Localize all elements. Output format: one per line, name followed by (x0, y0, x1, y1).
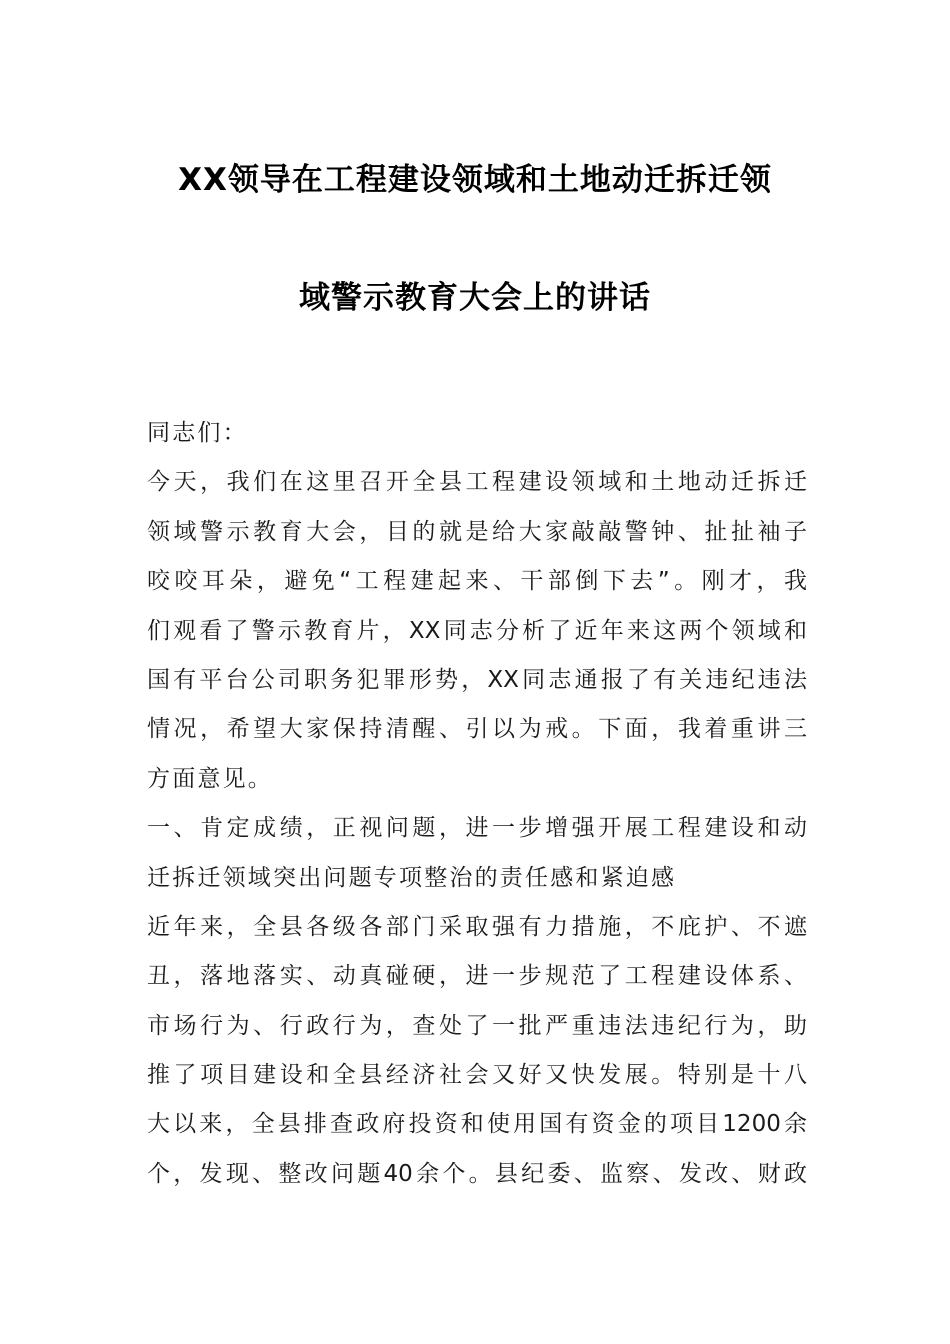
document-title-line-2: 域警示教育大会上的讲话 (299, 280, 651, 316)
body-line: 咬咬耳朵，避免“工程建起来、干部倒下去”。刚才，我 (147, 568, 807, 595)
body-line: 们观看了警示教育片，XX同志分析了近年来这两个领域和 (147, 617, 807, 644)
section-heading-line: 迁拆迁领域突出问题专项整治的责任感和紧迫感 (147, 864, 677, 891)
body-line: 情况，希望大家保持清醒、引以为戒。下面，我着重讲三 (147, 716, 807, 743)
body-line: 近年来，全县各级各部门采取强有力措施，不庇护、不遮 (147, 913, 807, 940)
body-line: 丑，落地落实、动真碰硬，进一步规范了工程建设体系、 (147, 963, 807, 990)
body-line: 领域警示教育大会，目的就是给大家敲敲警钟、扯扯袖子 (147, 518, 807, 545)
body-line: 今天，我们在这里召开全县工程建设领域和土地动迁拆迁 (147, 469, 807, 496)
body-line: 市场行为、行政行为，查处了一批严重违法违纪行为，助 (147, 1012, 807, 1039)
section-heading-line: 一、肯定成绩，正视问题，进一步增强开展工程建设和动 (147, 815, 807, 842)
body-line: 方面意见。 (147, 765, 273, 792)
body-line: 个，发现、整改问题40余个。县纪委、监察、发改、财政 (147, 1160, 807, 1187)
salutation: 同志们： (147, 420, 248, 446)
document-title-line-1: XX领导在工程建设领域和土地动迁拆迁领 (178, 162, 772, 198)
body-line: 大以来，全县排查政府投资和使用国有资金的项目1200余 (147, 1111, 807, 1138)
body-line: 国有平台公司职务犯罪形势，XX同志通报了有关违纪违法 (147, 666, 807, 693)
document-body (147, 409, 807, 1199)
body-line: 推了项目建设和全县经济社会又好又快发展。特别是十八 (147, 1062, 807, 1089)
